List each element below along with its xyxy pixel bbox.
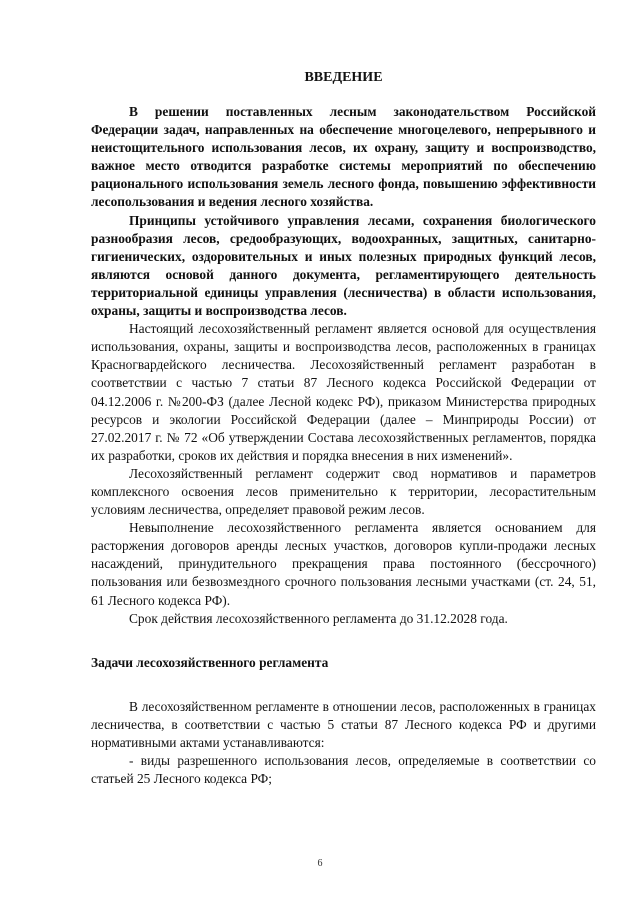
section-heading: Задачи лесохозяйственного регламента bbox=[91, 654, 329, 670]
tasks-paragraph-1: В лесохозяйственном регламенте в отношении лесов, расположенных в границах лесничества, в соответствии с частью 5 статьи 87 Лесного кодекса РФ и другими нормативными актами устанавливаются: bbox=[91, 698, 596, 750]
document-page bbox=[91, 70, 596, 788]
tasks-list-item-1: - виды разрешенного использования лесов, определяемые в соответствии со статьей 25 Лесного кодекса РФ; bbox=[91, 753, 596, 787]
intro-paragraph-4: Лесохозяйственный регламент содержит свод нормативов и параметров комплексного освоения лесов применительно к территории, лесорастительным условиям лесничества, определяет правовой режим лесов. bbox=[91, 465, 596, 518]
intro-paragraph-2: Принципы устойчивого управления лесами, сохранения биологического разнообразия лесов, средообразующих, водоохранных, защитных, санитарно-гигиенических, оздоровительных и иных полезных природных функций лесов, являются основой данного документа, регламентирующего деятельность территориальной единицы управления (лесничества) в области использования, охраны, защиты и воспроизводства лесов. bbox=[91, 212, 596, 319]
document-title: ВВЕДЕНИЕ bbox=[304, 70, 383, 85]
page-number: 6 bbox=[317, 858, 323, 869]
intro-paragraph-6: Срок действия лесохозяйственного регламента до 31.12.2028 года. bbox=[129, 610, 508, 626]
intro-paragraph-3: Настоящий лесохозяйственный регламент является основой для осуществления использования, охраны, защиты и воспроизводства лесов, расположенных в границах Красногвардейского лесничества. Лесохозяйственный регламент разработан в соответствии с частью 7 статьи 87 Лесного кодекса Российской Федерации от 04.12.2006 г. №200-ФЗ (далее Лесной кодекс РФ), приказом Министерства природных ресурсов и экологии Российской Федерации (далее – Минприроды России) от 27.02.2017 г. № 72 «Об утверждении Состава лесохозяйственных регламентов, порядка их разработки, сроков их действия и порядка внесения в них изменений». bbox=[91, 321, 596, 463]
intro-paragraph-5: Невыполнение лесохозяйственного регламента является основанием для расторжения договоров аренды лесных участков, договоров купли-продажи лесных насаждений, принудительного прекращения права постоянного (бессрочного) пользования или безвозмездного срочного пользования лесными участками (ст. 24, 51, 61 Лесного кодекса РФ). bbox=[91, 520, 596, 608]
intro-paragraph-1: В решении поставленных лесным законодательством Российской Федерации задач, направленных на обеспечение многоцелевого, непрерывного и неистощительного использования лесов, их охрану, защиту и воспроизводство, важное место отводится разработке системы мероприятий по обеспечению рационального использования земель лесного фонда, повышению эффективности лесопользования и ведения лесного хозяйства. bbox=[91, 104, 596, 210]
